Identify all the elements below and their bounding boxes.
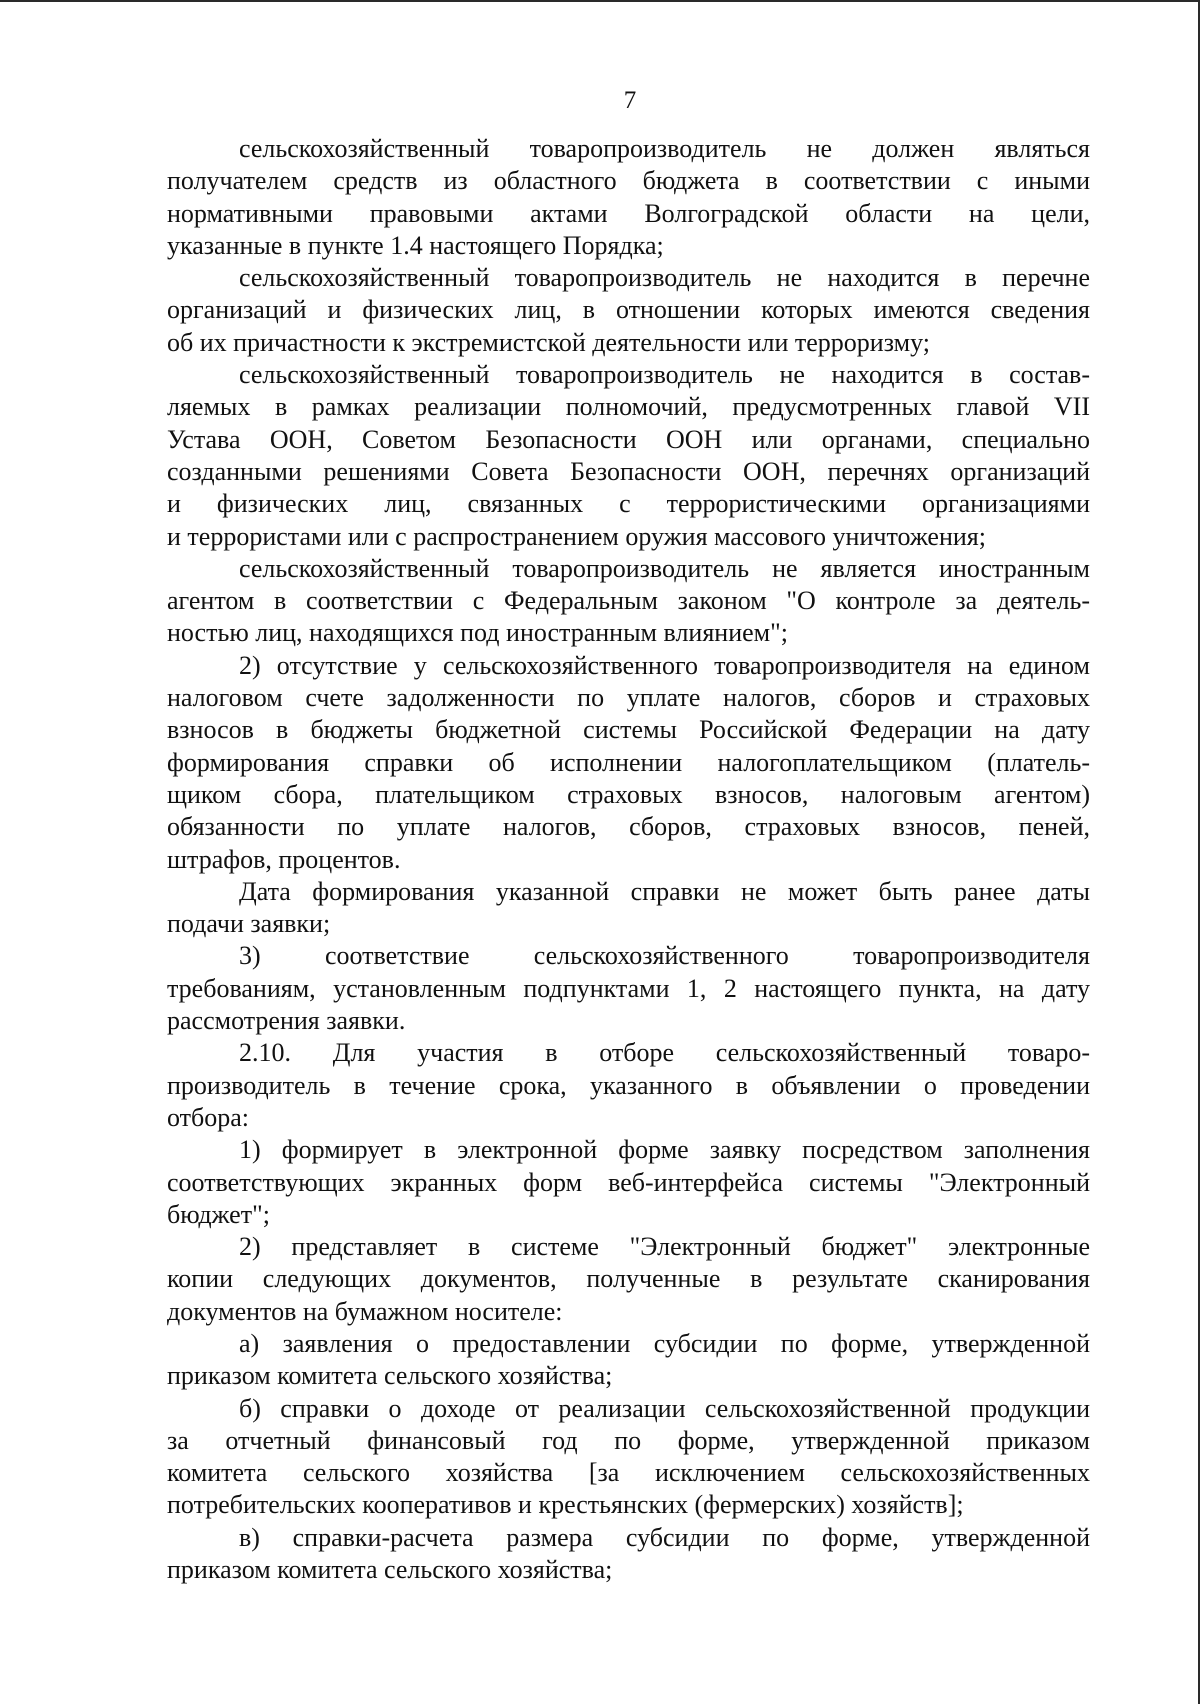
text-line: приказом комитета сельского хозяйства; <box>167 1361 613 1391</box>
text-line: рассмотрения заявки. <box>167 1006 406 1036</box>
text-line: 2.10. Для участия в отборе сельскохозяйственный товаро- <box>239 1038 1090 1068</box>
text-line: а) заявления о предоставлении субсидии по форме, утвержденной <box>239 1328 1090 1358</box>
paragraph <box>167 359 1090 553</box>
text-line: обязанности по уплате налогов, сборов, страховых взносов, пеней, <box>167 812 1090 842</box>
text-line: налоговом счете задолженности по уплате налогов, сборов и страховых <box>167 683 1090 713</box>
text-line: сельскохозяйственный товаропроизводитель не находится в перечне <box>239 263 1090 293</box>
text-line: сельскохозяйственный товаропроизводитель не должен являться <box>239 134 1090 163</box>
text-line: штрафов, процентов. <box>167 844 401 874</box>
paragraph <box>167 1522 1090 1587</box>
text-line: бюджет"; <box>167 1199 270 1229</box>
text-line: приказом комитета сельского хозяйства; <box>167 1555 613 1585</box>
paragraph <box>167 133 1090 262</box>
text-line: и террористами или с распространением оружия массового уничтожения; <box>167 521 986 551</box>
paragraph <box>167 1037 1090 1134</box>
text-line: щиком сбора, плательщиком страховых взносов, налоговым агентом) <box>167 779 1090 809</box>
paragraph <box>167 876 1090 941</box>
text-line: комитета сельского хозяйства [за исключением сельскохозяйственных <box>167 1458 1090 1488</box>
text-line: копии следующих документов, полученные в результате сканирования <box>167 1264 1090 1294</box>
text-line: указанные в пункте 1.4 настоящего Порядка; <box>167 230 664 260</box>
text-line: 1) формирует в электронной форме заявку посредством заполнения <box>239 1135 1090 1165</box>
text-line: организаций и физических лиц, в отношении которых имеются сведения <box>167 295 1090 325</box>
text-line: 2) отсутствие у сельскохозяйственного товаропроизводителя на едином <box>239 650 1090 680</box>
text-line: сельскохозяйственный товаропроизводитель не является иностранным <box>239 553 1090 583</box>
text-line: за отчетный финансовый год по форме, утвержденной приказом <box>167 1425 1090 1455</box>
text-line: ностью лиц, находящихся под иностранным влиянием"; <box>167 618 788 648</box>
text-line: 2) представляет в системе "Электронный бюджет" электронные <box>239 1232 1090 1262</box>
text-line: формирования справки об исполнении налогоплательщиком (платель- <box>167 747 1090 777</box>
text-line: взносов в бюджеты бюджетной системы Российской Федерации на дату <box>167 715 1090 745</box>
text-line: и физических лиц, связанных с террористическими организациями <box>167 489 1090 519</box>
document-body <box>167 133 1090 1586</box>
paragraph <box>167 262 1090 359</box>
page-number: 7 <box>623 87 637 114</box>
text-line: агентом в соответствии с Федеральным законом "О контроле за деятель- <box>167 586 1090 616</box>
text-line: потребительских кооперативов и крестьянских (фермерских) хозяйств]; <box>167 1490 964 1520</box>
text-line: в) справки-расчета размера субсидии по форме, утвержденной <box>239 1522 1090 1552</box>
paragraph <box>167 1393 1090 1522</box>
scan-edge-top <box>0 0 1200 2</box>
text-line: ляемых в рамках реализации полномочий, предусмотренных главой VII <box>167 392 1090 422</box>
paragraph <box>167 1328 1090 1393</box>
text-line: созданными решениями Совета Безопасности ООН, перечнях организаций <box>167 456 1090 486</box>
text-line: подачи заявки; <box>167 909 331 939</box>
text-line: сельскохозяйственный товаропроизводитель не находится в состав- <box>239 360 1090 390</box>
paragraph <box>167 1231 1090 1328</box>
text-line: об их причастности к экстремистской деятельности или терроризму; <box>167 327 930 357</box>
text-line: отбора: <box>167 1102 250 1132</box>
paragraph <box>167 650 1090 876</box>
paragraph <box>167 940 1090 1037</box>
text-line: Устава ООН, Советом Безопасности ООН или органами, специально <box>167 424 1090 454</box>
text-line: соответствующих экранных форм веб-интерфейса системы "Электронный <box>167 1167 1090 1197</box>
text-line: 3) соответствие сельскохозяйственного товаропроизводителя <box>239 941 1090 971</box>
paragraph <box>167 553 1090 650</box>
paragraph <box>167 1134 1090 1231</box>
text-line: документов на бумажном носителе: <box>167 1296 563 1326</box>
text-line: получателем средств из областного бюджета в соответствии с иными <box>167 166 1090 196</box>
text-line: нормативными правовыми актами Волгоградской области на цели, <box>167 198 1090 228</box>
text-line: Дата формирования указанной справки не может быть ранее даты <box>239 876 1090 906</box>
text-line: б) справки о доходе от реализации сельскохозяйственной продукции <box>239 1393 1090 1423</box>
text-line: производитель в течение срока, указанного в объявлении о проведении <box>167 1070 1090 1100</box>
text-line: требованиям, установленным подпунктами 1, 2 настоящего пункта, на дату <box>167 973 1090 1003</box>
